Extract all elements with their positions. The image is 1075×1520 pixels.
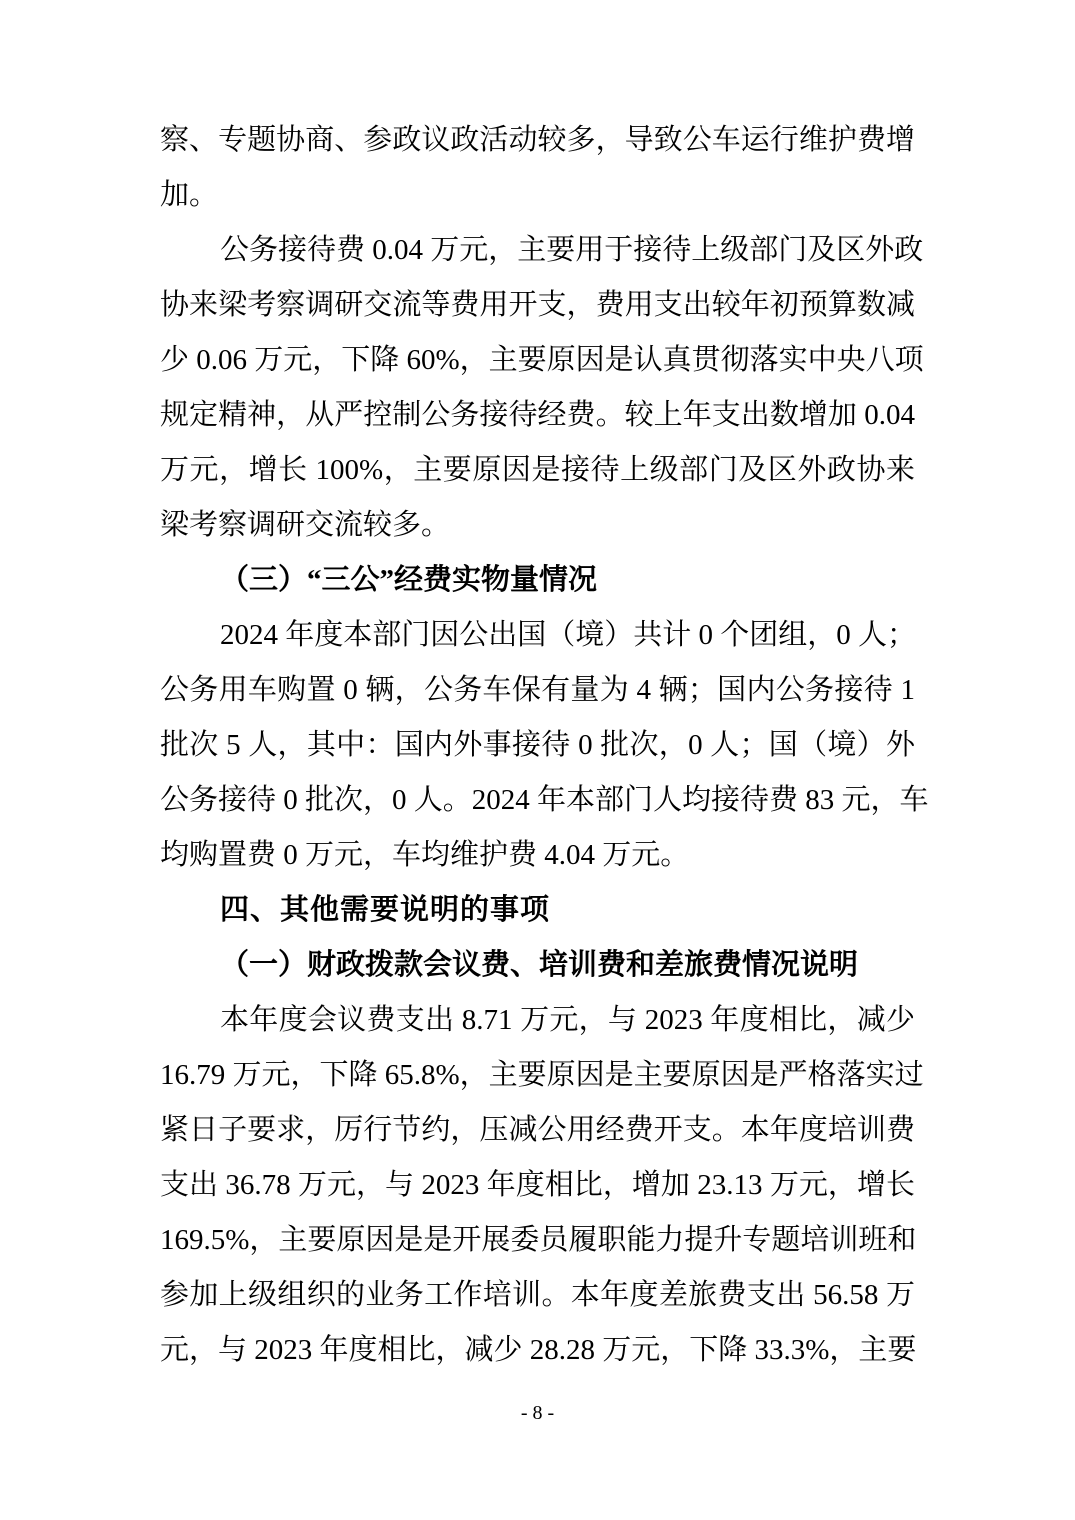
text-line: 均购置费 0 万元，车均维护费 4.04 万元。 [160,839,690,871]
text-line: 169.5%，主要原因是是开展委员履职能力提升专题培训班和 [160,1224,917,1256]
document-body [160,113,929,1378]
section-heading: （一）财政拨款会议费、培训费和差旅费情况说明 [220,949,859,981]
text-line: 参加上级组织的业务工作培训。本年度差旅费支出 56.58 万 [160,1279,915,1311]
text-line: 支出 36.78 万元，与 2023 年度相比，增加 23.13 万元，增长 [160,1169,915,1201]
text-line: 公务用车购置 0 辆，公务车保有量为 4 辆；国内公务接待 1 [160,674,915,706]
text-line: 公务接待 0 批次，0 人。2024 年本部门人均接待费 83 元，车 [160,784,929,816]
text-line: 少 0.06 万元，下降 60%，主要原因是认真贯彻落实中央八项 [160,344,924,376]
text-line: 16.79 万元，下降 65.8%，主要原因是主要原因是严格落实过 [160,1059,924,1091]
text-line: 察、专题协商、参政议政活动较多，导致公车运行维护费增 [160,124,915,156]
text-line: 规定精神，从严控制公务接待经费。较上年支出数增加 0.04 [160,399,915,431]
section-heading: （三）“三公”经费实物量情况 [220,564,598,596]
text-line: 加。 [160,179,219,211]
text-line: 元，与 2023 年度相比，减少 28.28 万元，下降 33.3%，主要 [160,1334,917,1366]
text-line: 本年度会议费支出 8.71 万元，与 2023 年度相比，减少 [220,1004,915,1036]
text-line: 紧日子要求，厉行节约，压减公用经费开支。本年度培训费 [160,1114,915,1146]
section-heading: 四、其他需要说明的事项 [220,894,551,926]
text-line: 协来梁考察调研交流等费用开支，费用支出较年初预算数减 [160,289,915,321]
text-line: 公务接待费 0.04 万元，主要用于接待上级部门及区外政 [220,234,924,266]
text-line: 批次 5 人，其中：国内外事接待 0 批次，0 人；国（境）外 [160,729,915,761]
text-line: 2024 年度本部门因公出国（境）共计 0 个团组，0 人； [220,619,917,651]
page-number: - 8 - [520,1402,555,1424]
text-line: 万元，增长 100%，主要原因是接待上级部门及区外政协来 [160,454,915,486]
text-line: 梁考察调研交流较多。 [160,509,451,541]
